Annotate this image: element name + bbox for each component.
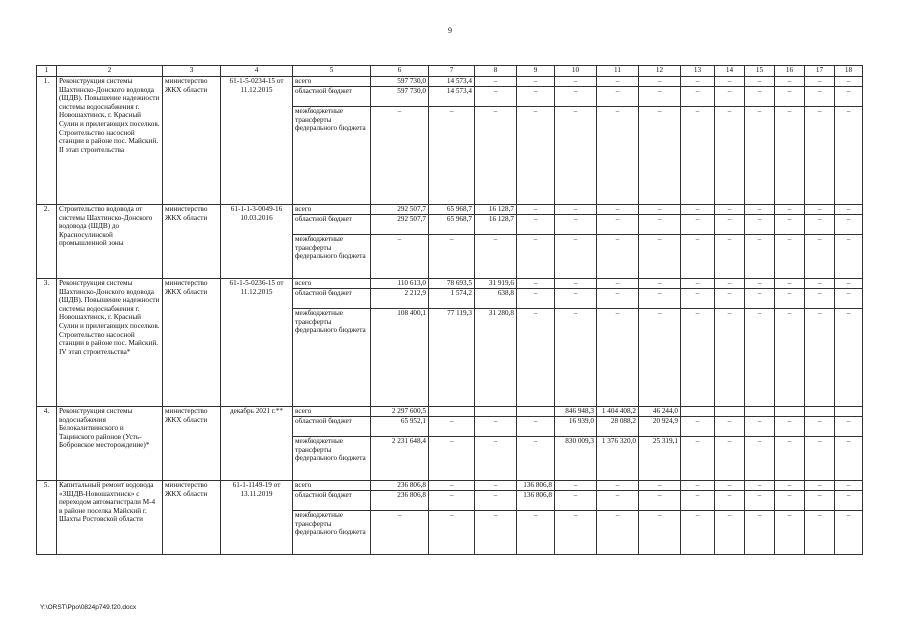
responsible-org: министерство ЖКХ области bbox=[163, 77, 221, 205]
column-header: 8 bbox=[475, 66, 517, 77]
column-header: 15 bbox=[745, 66, 775, 77]
amount-cell: – bbox=[681, 215, 715, 235]
amount-cell: 830 009,3 bbox=[555, 437, 597, 481]
amount-cell: – bbox=[775, 289, 805, 309]
amount-cell: – bbox=[475, 437, 517, 481]
amount-cell: – bbox=[597, 235, 639, 279]
amount-cell: – bbox=[371, 107, 429, 205]
amount-cell: – bbox=[475, 107, 517, 205]
column-header: 17 bbox=[805, 66, 835, 77]
amount-cell: – bbox=[775, 87, 805, 107]
amount-cell: – bbox=[517, 437, 555, 481]
amount-cell: – bbox=[555, 235, 597, 279]
column-header: 12 bbox=[639, 66, 681, 77]
amount-cell: – bbox=[555, 491, 597, 511]
amount-cell: – bbox=[597, 481, 639, 491]
amount-cell bbox=[681, 407, 715, 417]
amount-cell: – bbox=[835, 491, 863, 511]
funding-source: всего bbox=[293, 77, 371, 87]
amount-cell: 1 404 408,2 bbox=[597, 407, 639, 417]
amount-cell: – bbox=[639, 309, 681, 407]
amount-cell: – bbox=[775, 215, 805, 235]
amount-cell: – bbox=[805, 215, 835, 235]
amount-cell: – bbox=[681, 289, 715, 309]
amount-cell: 65 968,7 bbox=[429, 205, 475, 215]
column-header: 4 bbox=[221, 66, 293, 77]
funding-source: всего bbox=[293, 279, 371, 289]
amount-cell: 65 952,1 bbox=[371, 417, 429, 437]
object-name: Капитальный ремонт водовода «ЗШДВ-Новошахтинск» с переходом автомагистрали М-4 в районе поселка Майский г. Шахты Ростовской области bbox=[57, 481, 163, 555]
amount-cell: – bbox=[805, 417, 835, 437]
amount-cell: – bbox=[371, 235, 429, 279]
table-row bbox=[37, 481, 863, 491]
amount-cell: – bbox=[745, 215, 775, 235]
page-number: 9 bbox=[448, 26, 452, 35]
amount-cell: – bbox=[745, 235, 775, 279]
column-header: 5 bbox=[293, 66, 371, 77]
amount-cell: – bbox=[715, 279, 745, 289]
amount-cell: – bbox=[639, 205, 681, 215]
amount-cell: – bbox=[429, 107, 475, 205]
amount-cell: – bbox=[715, 77, 745, 87]
amount-cell: 292 507,7 bbox=[371, 215, 429, 235]
amount-cell: – bbox=[745, 205, 775, 215]
object-name: Строительство водовода от системы Шахтинско-Донского водовода (ШДВ) до Красносулинской промышленной зоны bbox=[57, 205, 163, 279]
amount-cell: – bbox=[835, 205, 863, 215]
amount-cell: – bbox=[429, 511, 475, 555]
amount-cell: – bbox=[475, 235, 517, 279]
responsible-org: министерство ЖКХ области bbox=[163, 481, 221, 555]
amount-cell: 1 376 320,0 bbox=[597, 437, 639, 481]
object-name: Реконструкция системы водоснабжения Белокалитвинского и Тацинского районов (Усть-Бобровское месторождение)* bbox=[57, 407, 163, 481]
column-header: 7 bbox=[429, 66, 475, 77]
amount-cell: – bbox=[681, 491, 715, 511]
responsible-org: министерство ЖКХ области bbox=[163, 205, 221, 279]
amount-cell: – bbox=[681, 481, 715, 491]
amount-cell: – bbox=[429, 437, 475, 481]
amount-cell: – bbox=[517, 511, 555, 555]
table-row bbox=[37, 279, 863, 289]
amount-cell: – bbox=[715, 107, 745, 205]
amount-cell: – bbox=[681, 87, 715, 107]
amount-cell: – bbox=[681, 205, 715, 215]
expertise-doc: 61-1-5-0234-15 от 11.12.2015 bbox=[221, 77, 293, 205]
amount-cell: – bbox=[775, 279, 805, 289]
amount-cell: – bbox=[715, 491, 745, 511]
amount-cell: – bbox=[835, 279, 863, 289]
funding-source: областной бюджет bbox=[293, 215, 371, 235]
amount-cell: – bbox=[681, 107, 715, 205]
column-header: 16 bbox=[775, 66, 805, 77]
amount-cell: – bbox=[475, 491, 517, 511]
amount-cell: – bbox=[805, 481, 835, 491]
amount-cell: 16 939,0 bbox=[555, 417, 597, 437]
amount-cell: – bbox=[517, 417, 555, 437]
amount-cell: – bbox=[775, 235, 805, 279]
amount-cell: – bbox=[715, 309, 745, 407]
amount-cell: – bbox=[835, 511, 863, 555]
amount-cell: 110 613,0 bbox=[371, 279, 429, 289]
amount-cell: 16 128,7 bbox=[475, 205, 517, 215]
amount-cell: – bbox=[639, 235, 681, 279]
amount-cell bbox=[429, 407, 475, 417]
amount-cell: – bbox=[745, 87, 775, 107]
amount-cell: – bbox=[835, 309, 863, 407]
amount-cell: – bbox=[681, 437, 715, 481]
amount-cell: – bbox=[555, 289, 597, 309]
amount-cell: – bbox=[835, 481, 863, 491]
amount-cell: 2 297 600,5 bbox=[371, 407, 429, 417]
amount-cell bbox=[745, 407, 775, 417]
column-header: 10 bbox=[555, 66, 597, 77]
amount-cell: – bbox=[639, 511, 681, 555]
amount-cell: – bbox=[475, 77, 517, 87]
amount-cell: 20 924,9 bbox=[639, 417, 681, 437]
row-number: 4. bbox=[37, 407, 57, 481]
amount-cell: – bbox=[475, 87, 517, 107]
amount-cell: – bbox=[835, 107, 863, 205]
amount-cell: – bbox=[555, 481, 597, 491]
amount-cell: – bbox=[517, 235, 555, 279]
amount-cell: – bbox=[517, 309, 555, 407]
object-name: Реконструкция системы Шахтинско-Донского водовода (ШДВ). Повышение надежности системы водоснабжения г. Новошахтинск, г. Красный Сулин и прилегающих поселков. Строительство насосной станции в районе пос. Майский. IV этап строительства* bbox=[57, 279, 163, 407]
amount-cell: – bbox=[597, 309, 639, 407]
responsible-org: министерство ЖКХ области bbox=[163, 279, 221, 407]
amount-cell: 236 806,8 bbox=[371, 491, 429, 511]
amount-cell: – bbox=[555, 215, 597, 235]
column-header: 14 bbox=[715, 66, 745, 77]
funding-source: областной бюджет bbox=[293, 289, 371, 309]
amount-cell: – bbox=[715, 289, 745, 309]
amount-cell: – bbox=[835, 437, 863, 481]
amount-cell bbox=[805, 407, 835, 417]
amount-cell: 597 730,0 bbox=[371, 87, 429, 107]
funding-source: областной бюджет bbox=[293, 417, 371, 437]
amount-cell: – bbox=[597, 289, 639, 309]
amount-cell: – bbox=[639, 77, 681, 87]
amount-cell: – bbox=[745, 77, 775, 87]
amount-cell: – bbox=[775, 417, 805, 437]
footer-file-path: Y:\ORST\Ppo\0824p749.f20.docx bbox=[40, 604, 137, 611]
amount-cell: – bbox=[775, 205, 805, 215]
amount-cell: – bbox=[835, 289, 863, 309]
column-number-header bbox=[37, 66, 863, 77]
amount-cell bbox=[715, 407, 745, 417]
column-header: 2 bbox=[57, 66, 163, 77]
amount-cell bbox=[835, 407, 863, 417]
amount-cell: – bbox=[597, 205, 639, 215]
amount-cell: – bbox=[715, 215, 745, 235]
expertise-doc: 61-1-1149-19 от 13.11.2019 bbox=[221, 481, 293, 555]
amount-cell: – bbox=[555, 279, 597, 289]
amount-cell: – bbox=[805, 309, 835, 407]
funding-source: межбюджетные трансферты федерального бюджета bbox=[293, 235, 371, 279]
amount-cell: – bbox=[805, 107, 835, 205]
amount-cell: – bbox=[517, 289, 555, 309]
amount-cell: – bbox=[775, 309, 805, 407]
amount-cell: – bbox=[555, 87, 597, 107]
table-row bbox=[37, 407, 863, 417]
amount-cell: 28 088,2 bbox=[597, 417, 639, 437]
amount-cell: – bbox=[597, 87, 639, 107]
column-header: 9 bbox=[517, 66, 555, 77]
row-number: 5. bbox=[37, 481, 57, 555]
amount-cell: – bbox=[775, 437, 805, 481]
amount-cell: – bbox=[639, 107, 681, 205]
expertise-doc: декабрь 2021 г.** bbox=[221, 407, 293, 481]
amount-cell: – bbox=[775, 491, 805, 511]
amount-cell: – bbox=[555, 107, 597, 205]
amount-cell: – bbox=[805, 87, 835, 107]
amount-cell: – bbox=[745, 491, 775, 511]
amount-cell: – bbox=[715, 87, 745, 107]
amount-cell: – bbox=[715, 417, 745, 437]
table-row bbox=[37, 205, 863, 215]
amount-cell: – bbox=[555, 511, 597, 555]
amount-cell: – bbox=[639, 87, 681, 107]
responsible-org: министерство ЖКХ области bbox=[163, 407, 221, 481]
funding-source: всего bbox=[293, 481, 371, 491]
amount-cell: – bbox=[517, 77, 555, 87]
amount-cell: 846 948,3 bbox=[555, 407, 597, 417]
table-row bbox=[37, 77, 863, 87]
amount-cell: – bbox=[517, 107, 555, 205]
amount-cell bbox=[475, 407, 517, 417]
amount-cell: – bbox=[745, 511, 775, 555]
amount-cell: 136 806,8 bbox=[517, 491, 555, 511]
amount-cell: 2 212,9 bbox=[371, 289, 429, 309]
amount-cell: – bbox=[429, 417, 475, 437]
amount-cell: – bbox=[429, 481, 475, 491]
column-header: 18 bbox=[835, 66, 863, 77]
expertise-doc: 61-1-5-0236-15 от 11.12.2015 bbox=[221, 279, 293, 407]
funding-source: областной бюджет bbox=[293, 87, 371, 107]
amount-cell: 78 693,5 bbox=[429, 279, 475, 289]
amount-cell: – bbox=[681, 235, 715, 279]
amount-cell: – bbox=[639, 481, 681, 491]
amount-cell: – bbox=[681, 279, 715, 289]
amount-cell: – bbox=[475, 481, 517, 491]
amount-cell: – bbox=[597, 279, 639, 289]
amount-cell bbox=[775, 407, 805, 417]
amount-cell: 65 968,7 bbox=[429, 215, 475, 235]
amount-cell: – bbox=[555, 77, 597, 87]
amount-cell: – bbox=[555, 309, 597, 407]
amount-cell bbox=[517, 407, 555, 417]
amount-cell: – bbox=[429, 491, 475, 511]
amount-cell: – bbox=[681, 417, 715, 437]
amount-cell: – bbox=[639, 215, 681, 235]
amount-cell: – bbox=[597, 511, 639, 555]
amount-cell: – bbox=[517, 215, 555, 235]
column-header: 13 bbox=[681, 66, 715, 77]
funding-source: областной бюджет bbox=[293, 491, 371, 511]
expertise-doc: 61-1-1-3-0049-16 10.03.2016 bbox=[221, 205, 293, 279]
row-number: 2. bbox=[37, 205, 57, 279]
amount-cell: – bbox=[597, 77, 639, 87]
amount-cell: – bbox=[597, 491, 639, 511]
amount-cell: – bbox=[715, 481, 745, 491]
amount-cell: – bbox=[835, 235, 863, 279]
funding-source: межбюджетные трансферты федерального бюджета bbox=[293, 107, 371, 205]
amount-cell: – bbox=[371, 511, 429, 555]
row-number: 1. bbox=[37, 77, 57, 205]
amount-cell: – bbox=[775, 481, 805, 491]
amount-cell: – bbox=[835, 77, 863, 87]
amount-cell: – bbox=[775, 77, 805, 87]
amount-cell: – bbox=[805, 289, 835, 309]
amount-cell: – bbox=[745, 481, 775, 491]
amount-cell: 14 573,4 bbox=[429, 77, 475, 87]
amount-cell: – bbox=[775, 107, 805, 205]
object-name: Реконструкция системы Шахтинско-Донского водовода (ШДВ). Повышение надежности системы водоснабжения г. Новошахтинск, г. Красный Сулин и прилегающих поселков. Строительство насосной станции в районе пос. Майский. II этап строительства bbox=[57, 77, 163, 205]
amount-cell: – bbox=[517, 279, 555, 289]
column-header: 6 bbox=[371, 66, 429, 77]
amount-cell: – bbox=[517, 205, 555, 215]
amount-cell: – bbox=[745, 309, 775, 407]
amount-cell: – bbox=[475, 417, 517, 437]
funding-source: межбюджетные трансферты федерального бюджета bbox=[293, 437, 371, 481]
amount-cell: – bbox=[835, 87, 863, 107]
column-header: 3 bbox=[163, 66, 221, 77]
amount-cell: – bbox=[681, 77, 715, 87]
amount-cell: – bbox=[745, 437, 775, 481]
amount-cell: – bbox=[681, 511, 715, 555]
funding-source: всего bbox=[293, 407, 371, 417]
amount-cell: – bbox=[805, 511, 835, 555]
amount-cell: 46 244,0 bbox=[639, 407, 681, 417]
amount-cell: – bbox=[429, 235, 475, 279]
funding-source: межбюджетные трансферты федерального бюджета bbox=[293, 511, 371, 555]
amount-cell: 31 280,8 bbox=[475, 309, 517, 407]
amount-cell: – bbox=[715, 205, 745, 215]
row-number: 3. bbox=[37, 279, 57, 407]
financing-table bbox=[36, 65, 863, 555]
amount-cell: – bbox=[775, 511, 805, 555]
funding-source: межбюджетные трансферты федерального бюджета bbox=[293, 309, 371, 407]
amount-cell: 292 507,7 bbox=[371, 205, 429, 215]
amount-cell: 1 574,2 bbox=[429, 289, 475, 309]
amount-cell: 236 806,8 bbox=[371, 481, 429, 491]
amount-cell: – bbox=[805, 235, 835, 279]
amount-cell: – bbox=[835, 417, 863, 437]
column-header: 1 bbox=[37, 66, 57, 77]
amount-cell: – bbox=[639, 491, 681, 511]
amount-cell: 638,8 bbox=[475, 289, 517, 309]
amount-cell: 136 806,8 bbox=[517, 481, 555, 491]
amount-cell: – bbox=[805, 77, 835, 87]
amount-cell: 597 730,0 bbox=[371, 77, 429, 87]
amount-cell: 108 400,1 bbox=[371, 309, 429, 407]
amount-cell: 31 919,6 bbox=[475, 279, 517, 289]
amount-cell: – bbox=[715, 437, 745, 481]
amount-cell: 77 119,3 bbox=[429, 309, 475, 407]
amount-cell: – bbox=[745, 417, 775, 437]
column-header: 11 bbox=[597, 66, 639, 77]
amount-cell: – bbox=[517, 87, 555, 107]
amount-cell: 2 231 648,4 bbox=[371, 437, 429, 481]
amount-cell: – bbox=[805, 437, 835, 481]
amount-cell: – bbox=[715, 235, 745, 279]
amount-cell: – bbox=[805, 279, 835, 289]
amount-cell: – bbox=[555, 205, 597, 215]
amount-cell: – bbox=[715, 511, 745, 555]
amount-cell: – bbox=[597, 215, 639, 235]
amount-cell: 16 128,7 bbox=[475, 215, 517, 235]
amount-cell: – bbox=[835, 215, 863, 235]
amount-cell: – bbox=[805, 205, 835, 215]
amount-cell: – bbox=[745, 279, 775, 289]
amount-cell: – bbox=[805, 491, 835, 511]
amount-cell: – bbox=[681, 309, 715, 407]
amount-cell: – bbox=[639, 289, 681, 309]
amount-cell: 25 319,1 bbox=[639, 437, 681, 481]
amount-cell: – bbox=[639, 279, 681, 289]
amount-cell: – bbox=[745, 289, 775, 309]
amount-cell: – bbox=[745, 107, 775, 205]
funding-source: всего bbox=[293, 205, 371, 215]
amount-cell: 14 573,4 bbox=[429, 87, 475, 107]
amount-cell: – bbox=[597, 107, 639, 205]
amount-cell: – bbox=[475, 511, 517, 555]
